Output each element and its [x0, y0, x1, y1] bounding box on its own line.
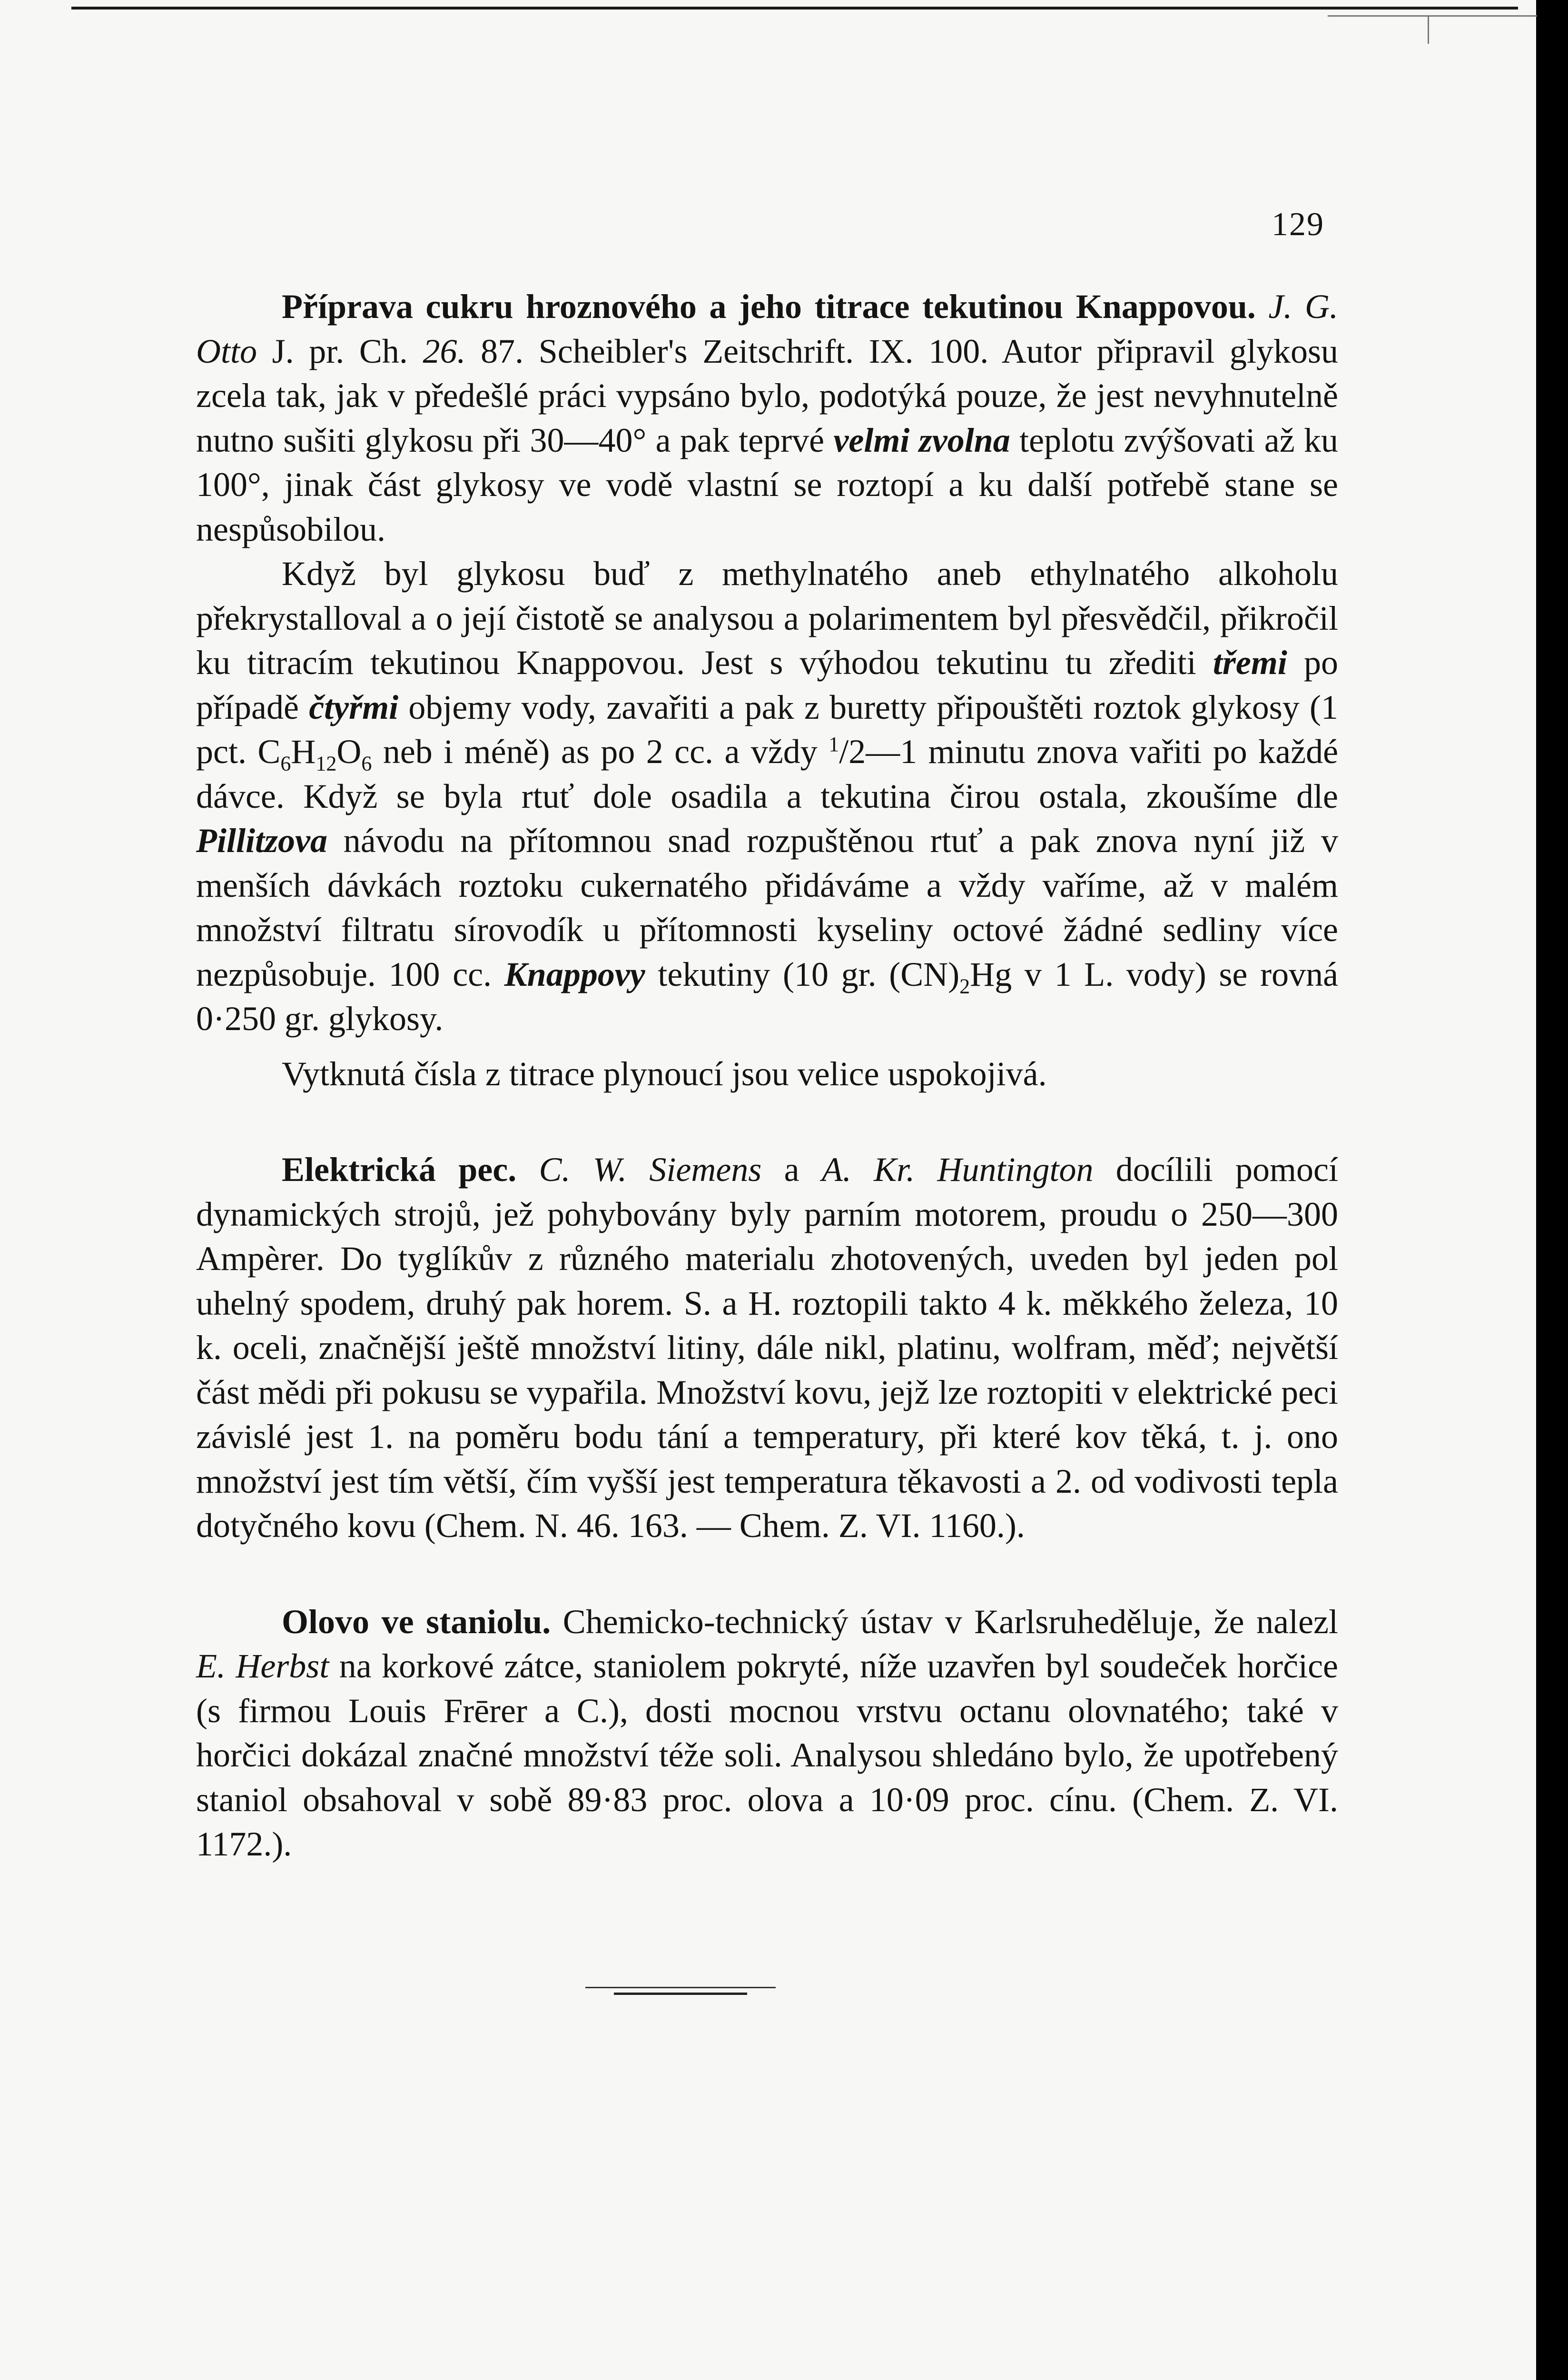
formula-h-sub: 12: [316, 752, 337, 775]
para-2-text-c: objemy vody, zavařiti a pak z buretty připouštěti roztok glykosy (1 pct.: [196, 688, 1339, 771]
section-1-reference: 87. Scheibler's Zeitschrift. IX. 100.: [481, 332, 989, 370]
para-2-em-knapp: Knappovy: [504, 955, 645, 993]
para-2-text-f: návodu na přítomnou snad rozpuštěnou rtuť a pak znova nyní již v menších dávkách roztoku cukernatého přidáváme a vždy vaříme, až v malém množství filtratu sírovodík u přítomnosti kyseliny octové žádné sedliny více nezpůsobuje. 100 cc.: [196, 822, 1338, 993]
section-2-conj: a: [784, 1150, 799, 1189]
fraction-numerator: 1: [828, 733, 839, 756]
para-2-text-g: tekutiny (10 gr. (CN): [658, 955, 960, 993]
formula-o-sub: 6: [361, 752, 372, 775]
section-2-para: [196, 1148, 1338, 1548]
cyanide-subscript: 2: [959, 974, 970, 998]
section-3-body-b: na korkové zátce, staniolem pokryté, níže uzavřen byl soudeček horčice (s firmou Louis Frērer a C.), dosti mocnou vrstvu octanu olovnatého; také v horčici dokázal značné množství téže soli. Analysou shledáno bylo, že upotřebený staniol obsahoval v sobě 89·83 proc. olova a 10·09 proc. cínu. (Chem. Z. VI. 1172.).: [196, 1647, 1339, 1863]
para-2-text-b: po případě: [196, 644, 1339, 726]
top-edge-rule: [71, 7, 1518, 10]
para-2-text-h: Hg v 1 L. vody) se rovná 0·250 gr. glykosy.: [196, 955, 1339, 1038]
divider-line-thin: [585, 1987, 776, 1988]
section-1-title: Příprava cukru hroznového a jeho titrace tekutinou Knappovou.: [282, 288, 1256, 326]
formula-c: C: [257, 733, 281, 771]
divider-line-thick: [614, 1993, 747, 1995]
section-1-para-1a: Autor připravil glykosu zcela tak, jak v předešlé práci vypsáno bylo, podotýká pouze, že jest nevyhnutelně nutno sušiti glykosu při 30—40° a pak teprvé: [196, 332, 1339, 459]
para-2-text-e: —1 minutu znova vařiti po každé dávce. Když se byla rtuť dole osadila a tekutina čirou ostala, zkoušíme dle: [196, 733, 1339, 815]
section-1-volume: 26.: [423, 332, 466, 370]
section-3-para: [196, 1600, 1338, 1867]
section-3-body-a: Chemicko-technický ústav v Karlsruheděluje, že nalezl: [562, 1602, 1339, 1641]
section-1-para-1b: teplotu zvýšovati až ku 100°, jinak část glykosy ve vodě vlastní se roztopí a ku další potřebě stane se nespůsobilou.: [196, 421, 1339, 548]
corner-scan-mark: [1328, 15, 1537, 36]
article-body: [196, 285, 1338, 1867]
page-number: 129: [1272, 206, 1324, 243]
para-2-em-pillitz: Pillitzova: [196, 822, 327, 860]
section-1-intro: [196, 285, 1338, 552]
section-divider: [585, 1984, 776, 1998]
formula-c-sub: 6: [280, 752, 291, 775]
glucose-formula: [257, 733, 372, 775]
section-1-journal: J. pr. Ch.: [272, 332, 408, 370]
formula-h: H: [291, 733, 316, 771]
section-3-author: E. Herbst: [196, 1647, 329, 1685]
section-1-para-2: [196, 552, 1338, 1041]
section-2-author-2: A. Kr. Huntington: [821, 1150, 1094, 1189]
section-2-author-1: C. W. Siemens: [539, 1150, 762, 1189]
fraction-denominator: /2: [839, 733, 866, 771]
para-2-text-d: neb i méně) as po 2 cc. a vždy: [383, 733, 818, 771]
fraction-half: [828, 733, 866, 771]
section-2-title: Elektrická pec.: [282, 1150, 517, 1189]
section-1-para-3: Vytknutá čísla z titrace plynoucí jsou velice uspokojivá.: [282, 1054, 1047, 1093]
section-1-emphasis: velmi zvolna: [833, 421, 1010, 459]
section-1-author: J. G. Otto: [196, 288, 1339, 370]
para-2-text-a: Když byl glykosu buď z methylnatého aneb ethylnatého alkoholu překrystalloval a o její čistotě se analysou a polarimentem byl přesvědčil, přikročil ku titracím tekutinou Knappovou. Jest s výhodou tekutinu tu zřediti: [196, 555, 1338, 682]
section-2-body: docílili pomocí dynamických strojů, jež pohybovány byly parním motorem, proudu o 250—300 Ampèrer. Do tyglíkův z různého materialu zhotovených, uveden byl jeden pol uhelný spodem, druhý pak horem. S. a H. roztopili takto 4 k. měkkého železa, 10 k. oceli, značnější ještě množství litiny, dále nikl, platinu, wolfram, měď; největší část mědi při pokusu se vypařila. Množství kovu, jejž lze roztopiti v elektrické peci závislé jest 1. na poměru bodu tání a temperatury, při které kov těká, t. j. ono množství jest tím větší, čím vyšší jest temperatura těkavosti a 2. od vodivosti tepla dotyčného kovu (Chem. N. 46. 163. — Chem. Z. VI. 1160.).: [196, 1150, 1339, 1545]
section-3-title: Olovo ve staniolu.: [282, 1602, 551, 1641]
formula-o: O: [336, 733, 362, 771]
para-2-em-tremi: třemi: [1213, 644, 1287, 682]
para-2-em-ctyrmi: čtyřmi: [309, 688, 399, 726]
